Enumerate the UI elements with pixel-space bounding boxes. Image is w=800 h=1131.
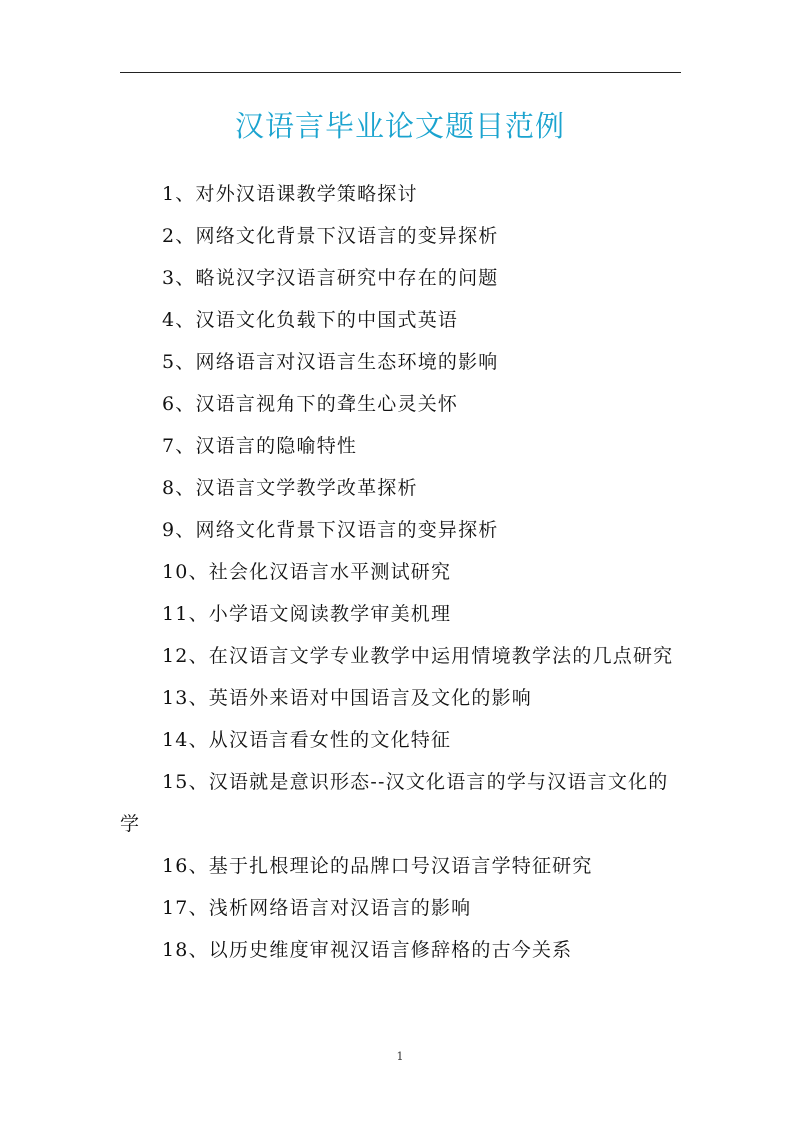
document-title: 汉语言毕业论文题目范例 bbox=[234, 109, 565, 143]
list-item: 18、以历史维度审视汉语言修辞格的古今关系 bbox=[162, 939, 573, 961]
header-rule bbox=[120, 72, 681, 73]
list-item: 7、汉语言的隐喻特性 bbox=[162, 435, 358, 457]
list-item: 12、在汉语言文学专业教学中运用情境教学法的几点研究 bbox=[162, 645, 674, 667]
list-item: 11、小学语文阅读教学审美机理 bbox=[162, 603, 452, 625]
list-item: 5、网络语言对汉语言生态环境的影响 bbox=[162, 351, 499, 373]
list-item: 13、英语外来语对中国语言及文化的影响 bbox=[162, 687, 532, 709]
list-item: 16、基于扎根理论的品牌口号汉语言学特征研究 bbox=[162, 855, 593, 877]
page-number: 1 bbox=[396, 1050, 404, 1063]
list-item: 4、汉语文化负载下的中国式英语 bbox=[162, 309, 459, 331]
list-item: 17、浅析网络语言对汉语言的影响 bbox=[162, 897, 472, 919]
topic-list bbox=[120, 173, 681, 971]
list-item: 15、汉语就是意识形态--汉文化语言的学与汉语言文化的学 bbox=[120, 771, 669, 835]
list-item: 6、汉语言视角下的聋生心灵关怀 bbox=[162, 393, 459, 415]
list-item: 2、网络文化背景下汉语言的变异探析 bbox=[162, 225, 499, 247]
list-item: 9、网络文化背景下汉语言的变异探析 bbox=[162, 519, 499, 541]
list-item: 8、汉语言文学教学改革探析 bbox=[162, 477, 418, 499]
list-item: 14、从汉语言看女性的文化特征 bbox=[162, 729, 452, 751]
list-item: 3、略说汉字汉语言研究中存在的问题 bbox=[162, 267, 499, 289]
list-item: 1、对外汉语课教学策略探讨 bbox=[162, 183, 418, 205]
list-item: 10、社会化汉语言水平测试研究 bbox=[162, 561, 452, 583]
